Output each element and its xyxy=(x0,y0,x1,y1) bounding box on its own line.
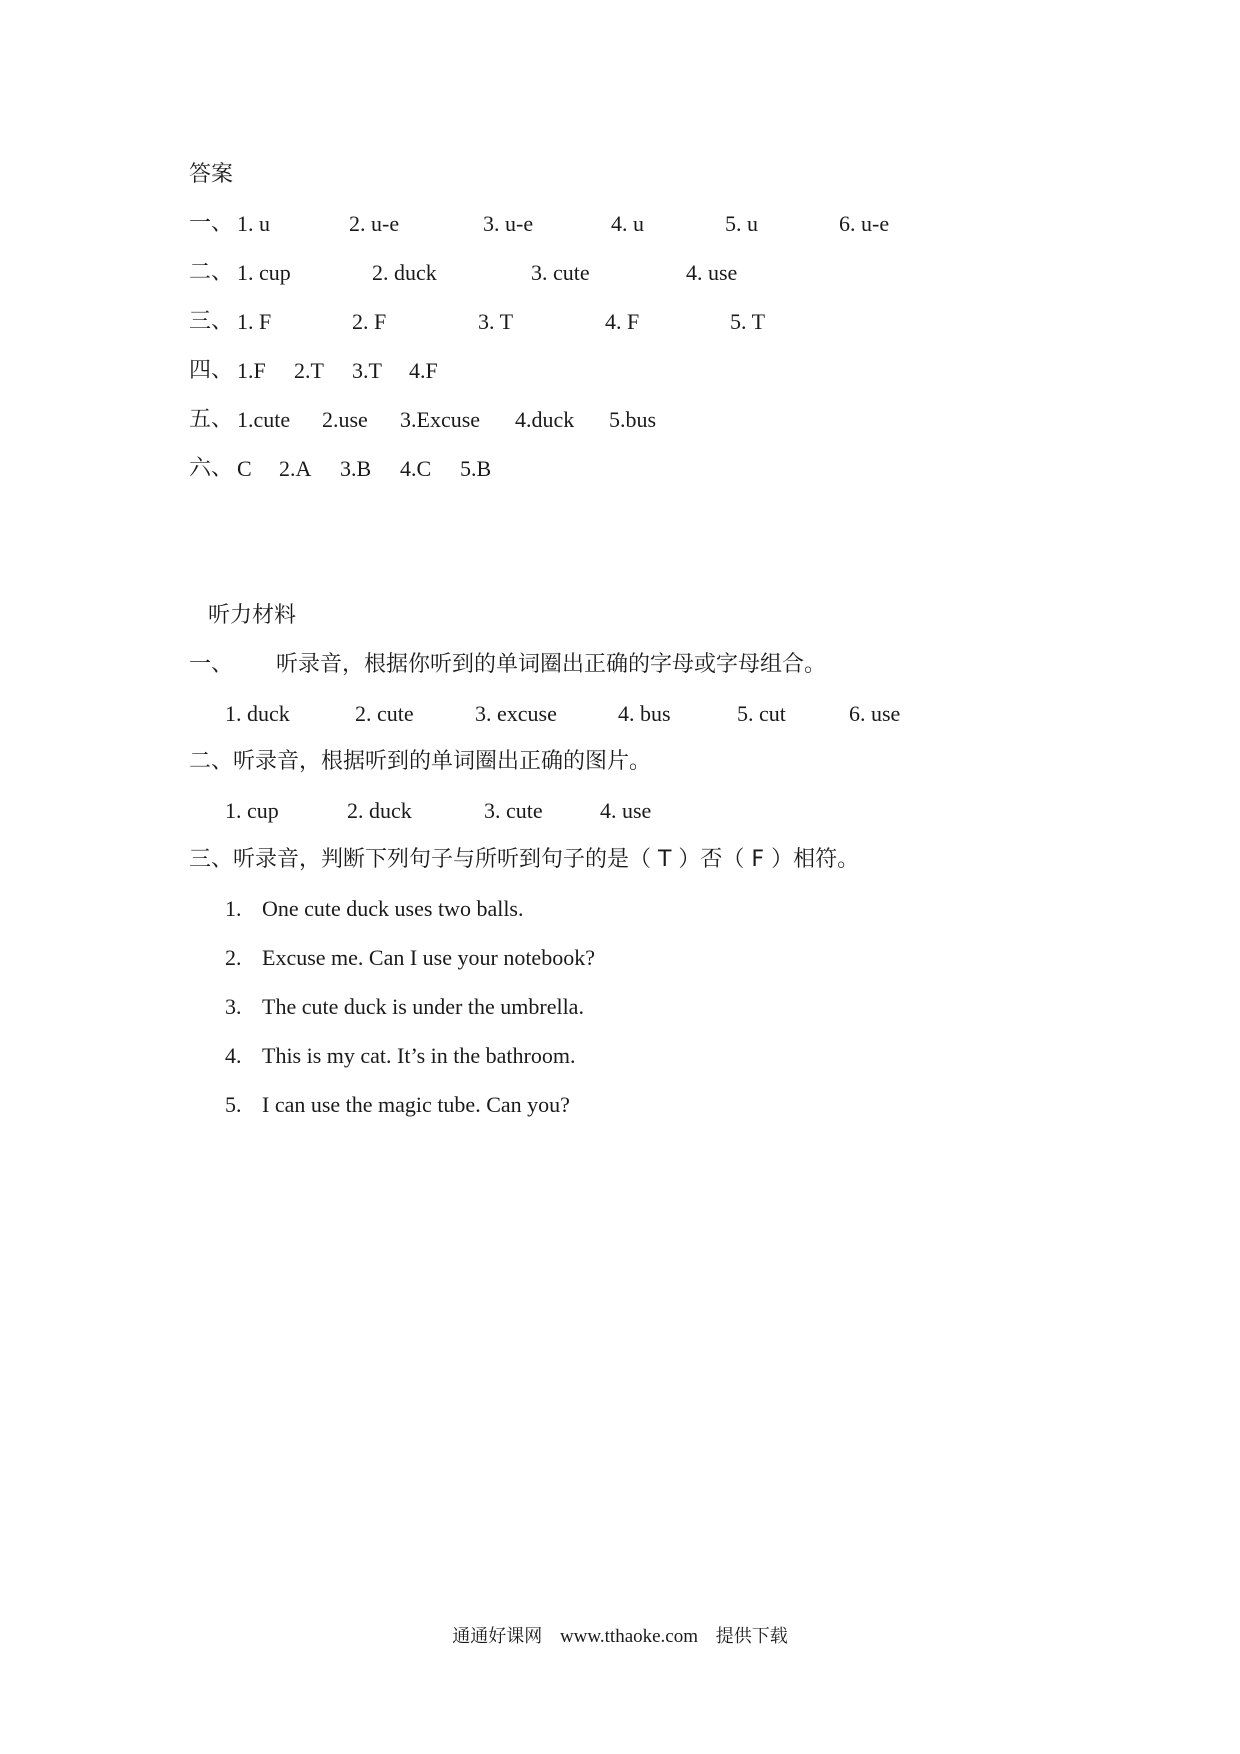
sentence-text: One cute duck uses two balls. xyxy=(262,896,524,921)
answer-item: 5.B xyxy=(460,456,492,481)
word-item: 4. use xyxy=(600,798,652,823)
answer-item: 5. u xyxy=(725,211,758,236)
word-item: 2. cute xyxy=(355,701,414,726)
answer-item: 3. cute xyxy=(531,260,590,285)
word-item: 4. bus xyxy=(618,701,671,726)
sentence-text: This is my cat. It’s in the bathroom. xyxy=(262,1043,576,1068)
answer-item: 4. u xyxy=(611,211,644,236)
answer-row-label: 四、 xyxy=(189,358,234,383)
word-item: 2. duck xyxy=(347,798,412,823)
sentence-text: Excuse me. Can I use your notebook? xyxy=(262,945,595,970)
answer-item: 2. F xyxy=(352,309,387,334)
answer-item: 2.T xyxy=(294,358,324,383)
answer-item: C xyxy=(237,456,252,481)
footer-site-name: 通通好课网 xyxy=(452,1626,543,1647)
answer-item: 4.C xyxy=(400,456,432,481)
answer-item: 2.A xyxy=(279,456,312,481)
answer-item: 6. u-e xyxy=(839,211,890,236)
answer-row-label: 六、 xyxy=(189,456,234,481)
answer-item: 3.B xyxy=(340,456,372,481)
answer-item: 1. cup xyxy=(237,260,291,285)
listening-heading: 听力材料 xyxy=(208,603,297,628)
sentence-number: 4. xyxy=(225,1043,242,1068)
answer-item: 3. T xyxy=(478,309,514,334)
sentence-number: 3. xyxy=(225,994,242,1019)
word-item: 6. use xyxy=(849,701,901,726)
footer-url[interactable]: www.tthaoke.com xyxy=(559,1626,699,1647)
word-item: 5. cut xyxy=(737,701,786,726)
answer-item: 5.bus xyxy=(609,407,657,432)
listening-section-2-instruction: 二、听录音，根据听到的单词圈出正确的图片。 xyxy=(189,749,652,774)
answer-item: 1. u xyxy=(237,211,270,236)
section-instruction: 听录音，根据你听到的单词圈出正确的字母或字母组合。 xyxy=(276,652,827,677)
answer-item: 2.use xyxy=(322,407,368,432)
word-item: 1. duck xyxy=(225,701,290,726)
page-footer xyxy=(0,1622,1240,1648)
answer-item: 1.cute xyxy=(237,407,291,432)
answer-item: 2. duck xyxy=(372,260,437,285)
answer-item: 2. u-e xyxy=(349,211,400,236)
answer-item: 4. F xyxy=(605,309,640,334)
word-item: 3. cute xyxy=(484,798,543,823)
answer-item: 4. use xyxy=(686,260,738,285)
word-item: 3. excuse xyxy=(475,701,557,726)
answer-row-label: 二、 xyxy=(189,260,234,285)
listening-section-3-instruction: 三、听录音，判断下列句子与所听到句子的是（ T ）否（ F ）相符。 xyxy=(189,847,860,872)
answer-item: 4.F xyxy=(409,358,438,383)
answer-row-label: 一、 xyxy=(189,211,234,236)
sentence-text: I can use the magic tube. Can you? xyxy=(262,1092,570,1117)
answer-item: 3.Excuse xyxy=(400,407,481,432)
sentence-text: The cute duck is under the umbrella. xyxy=(262,994,584,1019)
sentence-number: 1. xyxy=(225,896,242,921)
answer-item: 3.T xyxy=(352,358,382,383)
answer-item: 4.duck xyxy=(515,407,575,432)
section-label: 一、 xyxy=(189,652,234,677)
answer-item: 3. u-e xyxy=(483,211,534,236)
word-item: 1. cup xyxy=(225,798,279,823)
answer-item: 5. T xyxy=(730,309,766,334)
sentence-number: 5. xyxy=(225,1092,242,1117)
sentence-number: 2. xyxy=(225,945,242,970)
answer-item: 1. F xyxy=(237,309,272,334)
footer-suffix: 提供下载 xyxy=(715,1626,788,1647)
answer-item: 1.F xyxy=(237,358,266,383)
answer-row-label: 三、 xyxy=(189,309,234,334)
answer-row-label: 五、 xyxy=(189,407,234,432)
answers-heading: 答案 xyxy=(189,162,234,187)
